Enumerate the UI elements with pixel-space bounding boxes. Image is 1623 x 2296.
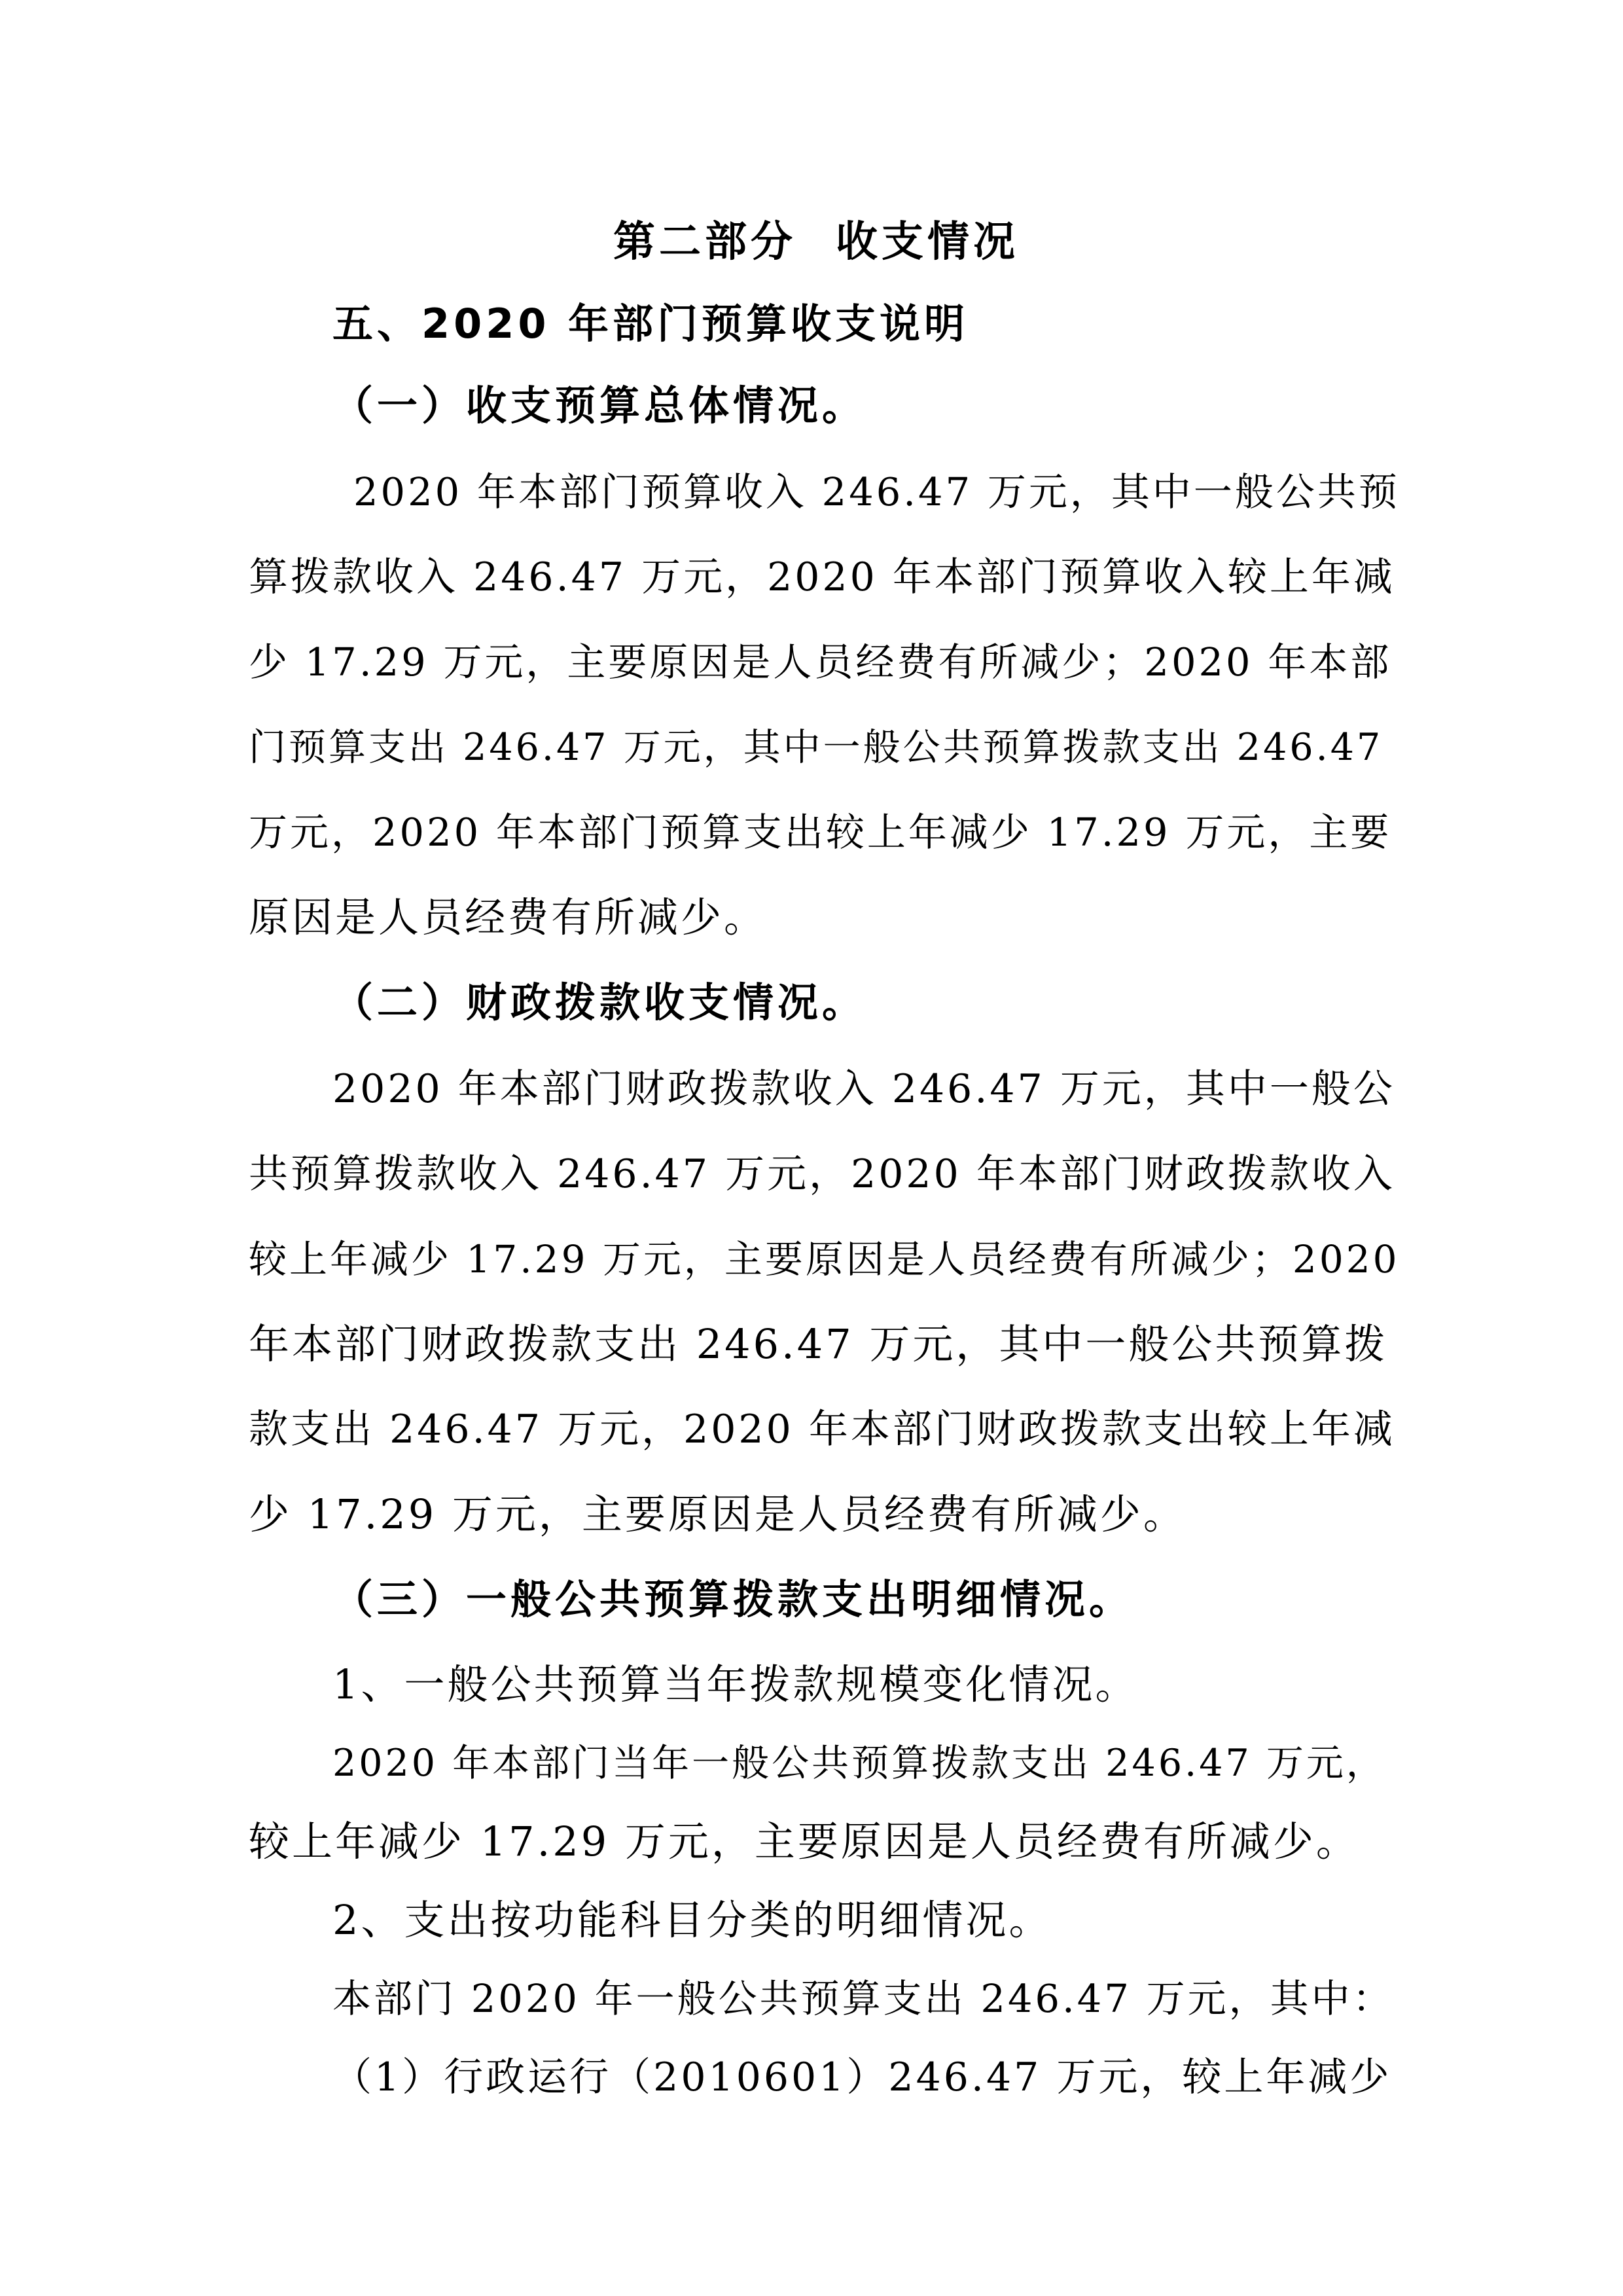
paragraph-line: （1）行政运行（2010601）246.47 万元，较上年减少 <box>332 2054 1392 2100</box>
paragraph-line: 1、一般公共预算当年拨款规模变化情况。 <box>332 1660 1139 1708</box>
paragraph-line: 款支出 246.47 万元，2020 年本部门财政拨款支出较上年减 <box>249 1407 1395 1452</box>
paragraph-line: 较上年减少 17.29 万元，主要原因是人员经费有所减少；2020 <box>249 1237 1400 1282</box>
paragraph-line: 万元，2020 年本部门预算支出较上年减少 17.29 万元，主要 <box>249 810 1392 855</box>
subsection-heading-1: （一）收支预算总体情况。 <box>332 382 867 429</box>
paragraph-line: 少 17.29 万元，主要原因是人员经费有所减少。 <box>249 1490 1186 1538</box>
paragraph-line: 年本部门财政拨款支出 246.47 万元，其中一般公共预算拨 <box>249 1320 1388 1368</box>
part-title-text: 收支情况 <box>836 218 1019 266</box>
paragraph-line: 2、支出按功能科目分类的明细情况。 <box>332 1896 1052 1944</box>
paragraph-line: 2020 年本部门预算收入 246.47 万元，其中一般公共预 <box>353 469 1400 514</box>
paragraph-line: 门预算支出 246.47 万元，其中一般公共预算拨款支出 246.47 <box>249 726 1383 769</box>
paragraph-line: 原因是人员经费有所减少。 <box>249 893 768 941</box>
section-heading: 五、2020 年部门预算收支说明 <box>332 300 969 348</box>
paragraph-line: 算拨款收入 246.47 万元，2020 年本部门预算收入较上年减 <box>249 554 1395 600</box>
part-title <box>613 216 1019 268</box>
paragraph-line: 较上年减少 17.29 万元，主要原因是人员经费有所减少。 <box>249 1818 1359 1865</box>
paragraph-line: 共预算拨款收入 246.47 万元，2020 年本部门财政拨款收入 <box>249 1151 1395 1197</box>
paragraph-line: 本部门 2020 年一般公共预算支出 246.47 万元，其中： <box>332 1976 1394 2021</box>
part-title-number: 第二部分 <box>613 218 796 266</box>
paragraph-line: 2020 年本部门当年一般公共预算拨款支出 246.47 万元， <box>332 1742 1386 1785</box>
paragraph-line: 少 17.29 万元，主要原因是人员经费有所减少；2020 年本部 <box>249 639 1392 685</box>
subsection-heading-2: （二）财政拨款收支情况。 <box>332 978 867 1026</box>
paragraph-line: 2020 年本部门财政拨款收入 246.47 万元，其中一般公 <box>332 1066 1395 1112</box>
subsection-heading-3: （三）一般公共预算拨款支出明细情况。 <box>332 1575 1134 1623</box>
